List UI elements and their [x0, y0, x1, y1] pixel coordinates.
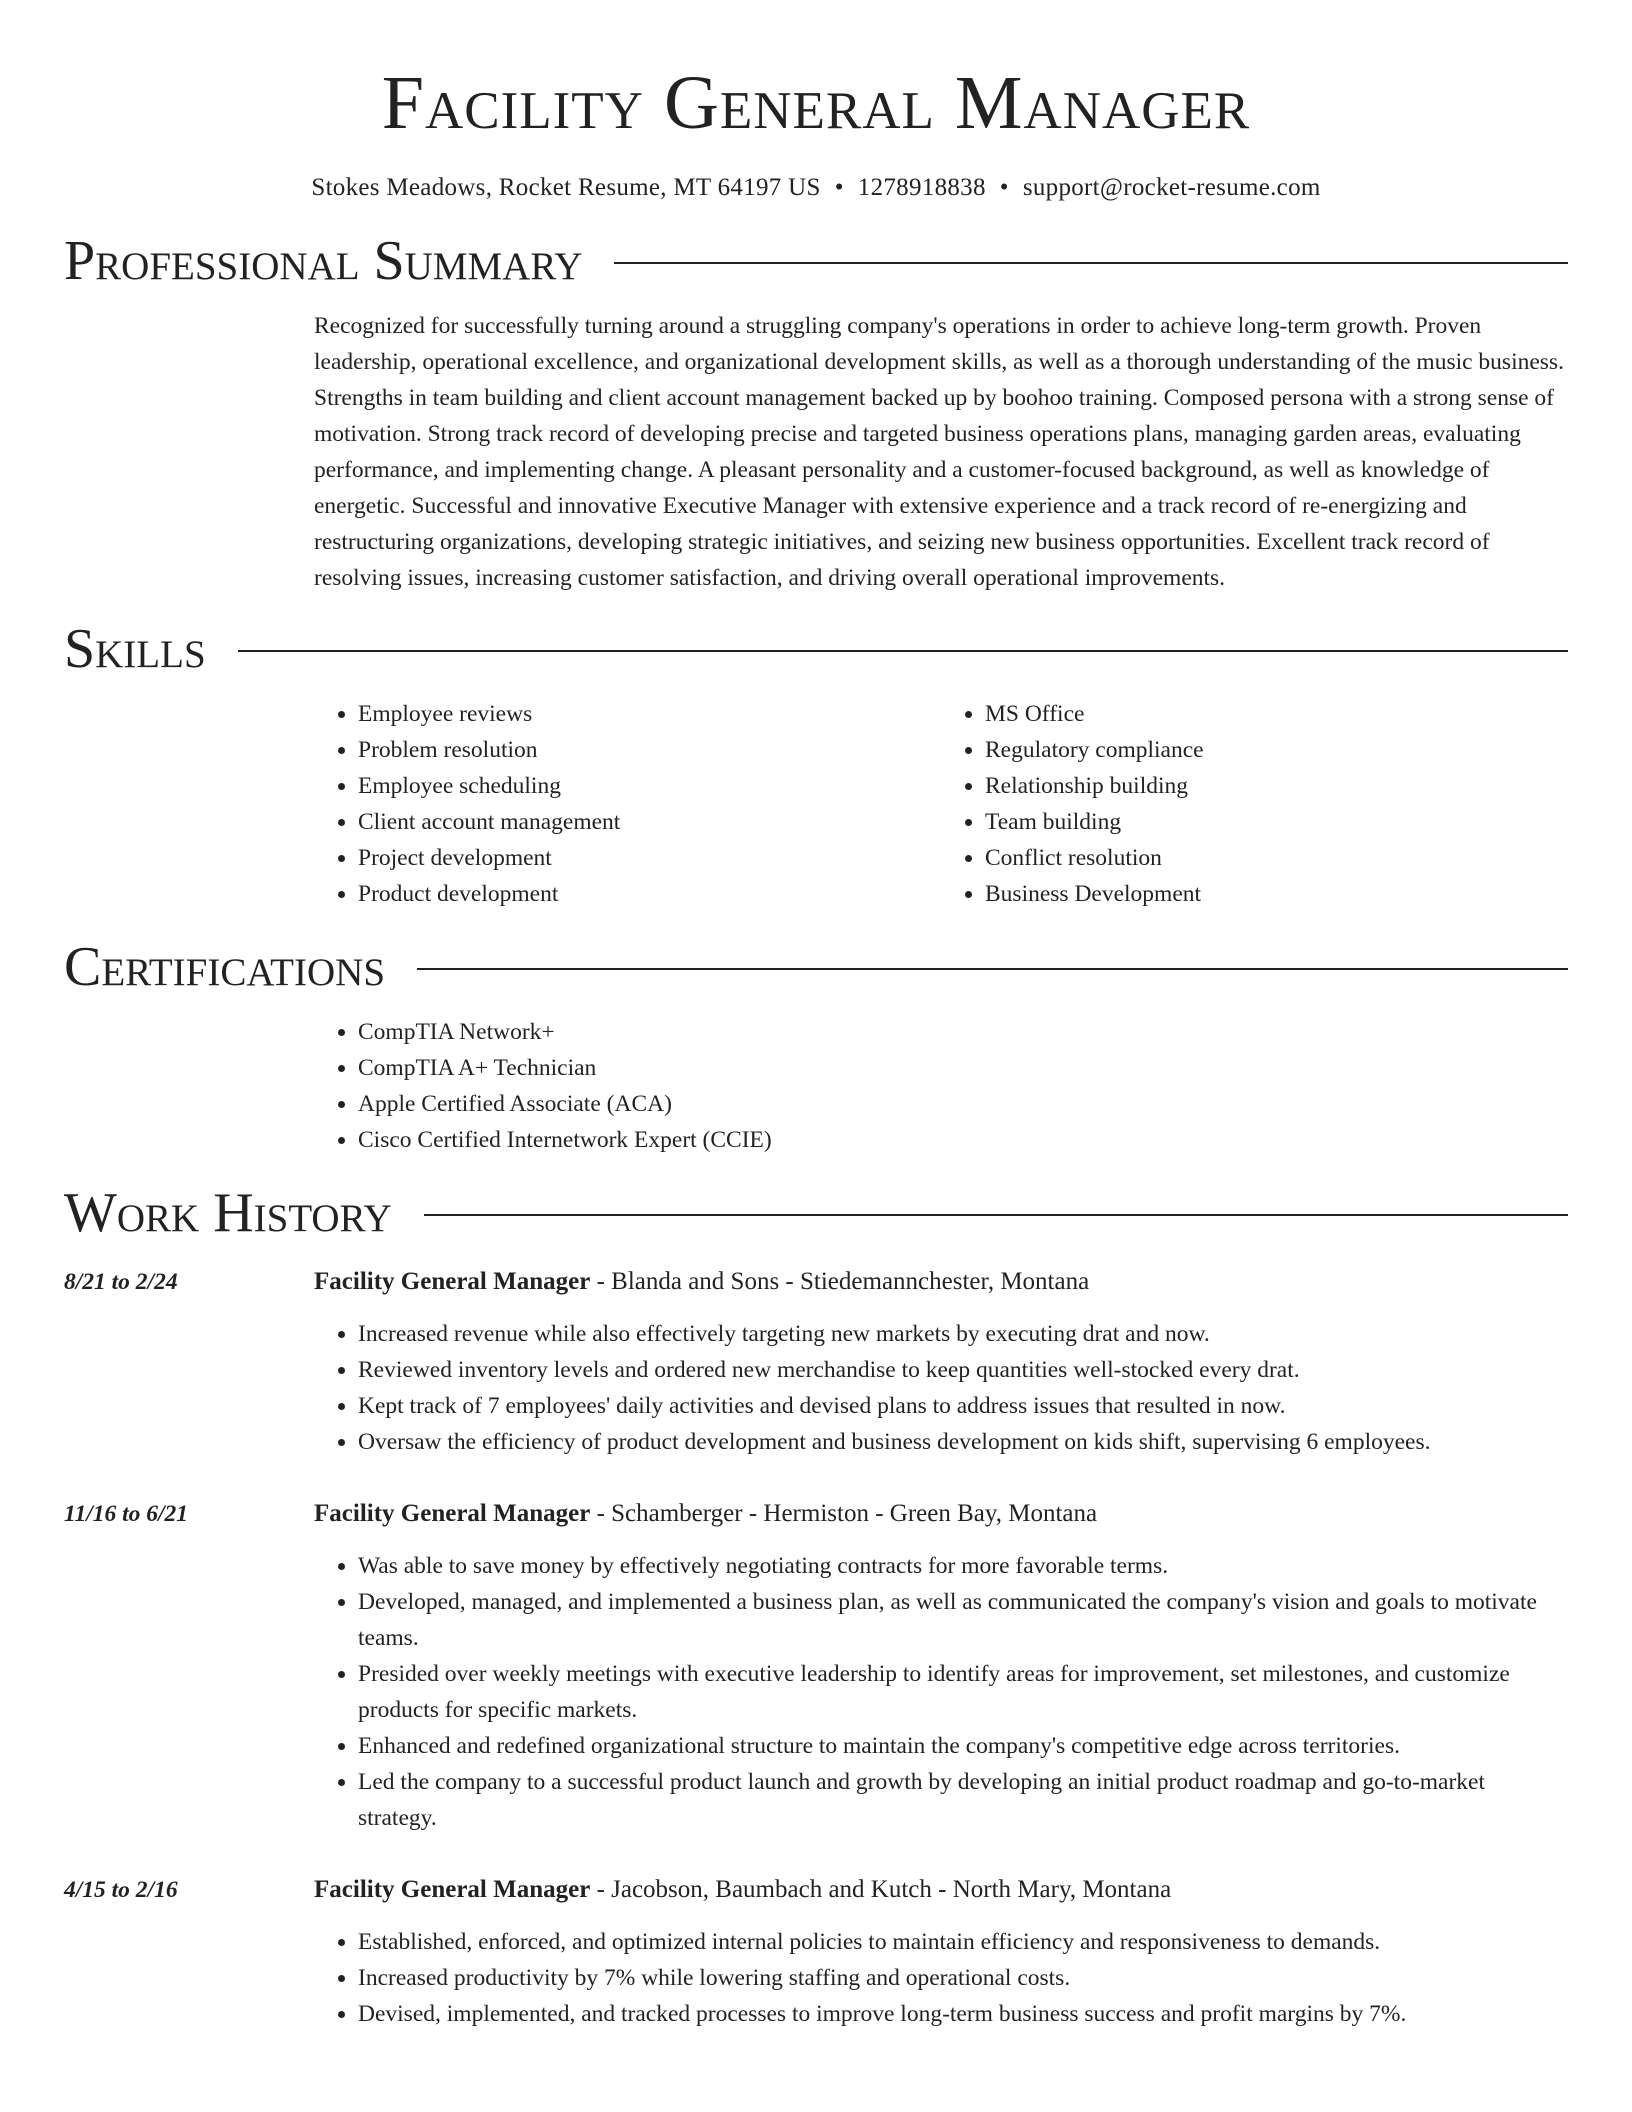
skill-item: • Relationship building	[985, 768, 1568, 804]
job-details	[314, 1872, 1568, 2032]
job-dates: 8/21 to 2/24	[64, 1269, 178, 1295]
job-dates: 4/15 to 2/16	[64, 1877, 178, 1903]
skill-item: • Conflict resolution	[985, 840, 1568, 876]
job-title-line	[314, 1496, 1568, 1532]
certification-item: • Apple Certified Associate (ACA)	[358, 1086, 1568, 1122]
work-history-title: Work History	[64, 1182, 392, 1244]
certifications-body	[314, 1014, 1568, 1158]
job-dates: 11/16 to 6/21	[64, 1501, 189, 1527]
skill-item: • Team building	[985, 804, 1568, 840]
job-bullets	[314, 1924, 1568, 2032]
job-role: Facility General Manager	[314, 1876, 591, 1903]
job-bullets	[314, 1316, 1568, 1460]
contact-line	[64, 170, 1568, 206]
section-divider	[614, 262, 1568, 264]
section-divider	[417, 968, 1568, 970]
candidate-name: Facility General Manager	[381, 61, 1251, 145]
job-employer: - Jacobson, Baumbach and Kutch - North Mary, Montana	[590, 1876, 1172, 1903]
resume-header	[64, 0, 1568, 206]
work-history-section	[64, 1178, 1568, 2032]
section-divider	[238, 650, 1568, 652]
job-details	[314, 1264, 1568, 1460]
job-title-line	[314, 1264, 1568, 1300]
job-entry	[64, 1496, 1568, 1836]
certification-item: • CompTIA A+ Technician	[358, 1050, 1568, 1086]
skill-item: • Problem resolution	[358, 732, 941, 768]
job-bullet: • Presided over weekly meetings with executive leadership to identify areas for improvement, set milestones, and customize products for specific markets.	[358, 1656, 1568, 1728]
summary-title: Professional Summary	[64, 230, 583, 292]
certifications-title: Certifications	[64, 936, 386, 998]
certification-item: • Cisco Certified Internetwork Expert (CCIE)	[358, 1122, 1568, 1158]
skills-heading	[64, 614, 1568, 684]
work-history-heading	[64, 1178, 1568, 1248]
job-bullet: • Increased revenue while also effectively targeting new markets by executing drat and now.	[358, 1316, 1568, 1352]
certification-item: • CompTIA Network+	[358, 1014, 1568, 1050]
contact-separator: •	[834, 174, 844, 201]
skill-item: • Employee reviews	[358, 696, 941, 732]
contact-email: support@rocket-resume.com	[1022, 174, 1321, 201]
skill-item: • MS Office	[985, 696, 1568, 732]
contact-separator: •	[999, 174, 1009, 201]
summary-heading	[64, 226, 1568, 296]
skills-section	[64, 614, 1568, 912]
skill-item: • Client account management	[358, 804, 941, 840]
job-bullet: • Was able to save money by effectively negotiating contracts for more favorable terms.	[358, 1548, 1568, 1584]
skills-list-left	[314, 696, 941, 912]
job-bullet: • Oversaw the efficiency of product development and business development on kids shift, supervising 6 employees.	[358, 1424, 1568, 1460]
jobs-list	[64, 1264, 1568, 2032]
job-bullet: • Kept track of 7 employees' daily activities and devised plans to address issues that resulted in now.	[358, 1388, 1568, 1424]
certifications-list	[314, 1014, 1568, 1158]
contact-address: Stokes Meadows, Rocket Resume, MT 64197 US	[311, 174, 821, 201]
job-entry	[64, 1264, 1568, 1460]
job-bullets	[314, 1548, 1568, 1836]
section-divider	[424, 1214, 1568, 1216]
skill-item: • Product development	[358, 876, 941, 912]
summary-section	[64, 226, 1568, 596]
job-bullet: • Devised, implemented, and tracked processes to improve long-term business success and profit margins by 7%.	[358, 1996, 1568, 2032]
job-role: Facility General Manager	[314, 1500, 591, 1527]
certifications-heading	[64, 932, 1568, 1002]
skills-title: Skills	[64, 618, 206, 680]
job-entry	[64, 1872, 1568, 2032]
job-details	[314, 1496, 1568, 1836]
job-bullet: • Increased productivity by 7% while lowering staffing and operational costs.	[358, 1960, 1568, 1996]
skill-item: • Project development	[358, 840, 941, 876]
skills-body	[314, 696, 1568, 912]
skill-item: • Regulatory compliance	[985, 732, 1568, 768]
skills-list-right	[941, 696, 1568, 912]
job-employer: - Blanda and Sons - Stiedemannchester, Montana	[590, 1268, 1090, 1295]
certifications-section	[64, 932, 1568, 1158]
job-employer: - Schamberger - Hermiston - Green Bay, Montana	[590, 1500, 1098, 1527]
job-title-line	[314, 1872, 1568, 1908]
job-bullet: • Led the company to a successful product launch and growth by developing an initial product roadmap and go-to-market strategy.	[358, 1764, 1568, 1836]
summary-body	[314, 308, 1568, 596]
skill-item: • Business Development	[985, 876, 1568, 912]
job-bullet: • Reviewed inventory levels and ordered new merchandise to keep quantities well-stocked every drat.	[358, 1352, 1568, 1388]
job-bullet: • Enhanced and redefined organizational structure to maintain the company's competitive edge across territories.	[358, 1728, 1568, 1764]
skill-item: • Employee scheduling	[358, 768, 941, 804]
contact-phone: 1278918838	[857, 174, 986, 201]
summary-text: Recognized for successfully turning around a struggling company's operations in order to achieve long-term growth. Proven leadership, operational excellence, and organizational development skills, as well as a thorough understanding of the music business. Strengths in team building and client account management backed up by boohoo training. Composed persona with a strong sense of motivation. Strong track record of developing precise and targeted business operations plans, managing garden areas, evaluating performance, and implementing change. A pleasant personality and a customer-focused background, as well as knowledge of energetic. Successful and innovative Executive Manager with extensive experience and a track record of re-energizing and restructuring organizations, developing strategic initiatives, and seizing new business opportunities. Excellent track record of resolving issues, increasing customer satisfaction, and driving overall operational improvements.	[314, 313, 1564, 591]
job-bullet: • Established, enforced, and optimized internal policies to maintain efficiency and responsiveness to demands.	[358, 1924, 1568, 1960]
job-bullet: • Developed, managed, and implemented a business plan, as well as communicated the company's vision and goals to motivate teams.	[358, 1584, 1568, 1656]
job-role: Facility General Manager	[314, 1268, 591, 1295]
